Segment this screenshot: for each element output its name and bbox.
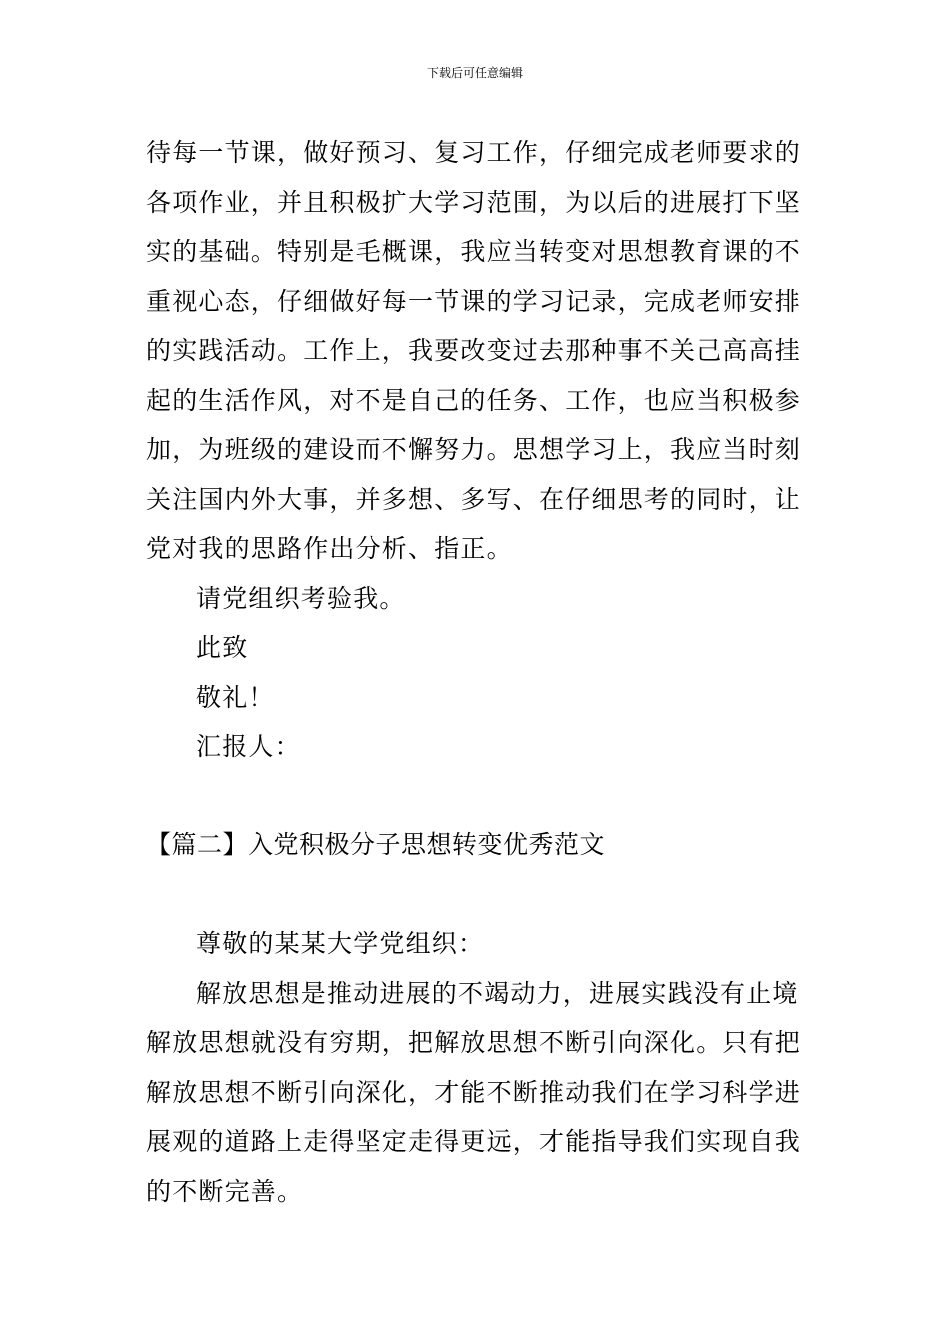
paragraph-line: 起的生活作风，对不是自己的任务、工作，也应当积极参 (146, 385, 802, 415)
paragraph-line: 解放思想就没有穷期，把解放思想不断引向深化。只有把 (146, 1028, 802, 1057)
paragraph-line: 的实践活动。工作上，我要改变过去那种事不关己高高挂 (146, 336, 802, 365)
paragraph-line: 重视心态，仔细做好每一节课的学习记录，完成老师安排 (146, 286, 802, 316)
paragraph-line: 的不断完善。 (146, 1176, 304, 1206)
salutation: 尊敬的某某大学党组织： (196, 929, 485, 958)
section-heading: 【篇二】入党积极分子思想转变优秀范文 (146, 829, 606, 859)
paragraph-line: 解放思想是推动进展的不竭动力，进展实践没有止境 (196, 978, 799, 1008)
paragraph-line: 解放思想不断引向深化，才能不断推动我们在学习科学进 (146, 1077, 802, 1107)
paragraph-line: 加，为班级的建设而不懈努力。思想学习上，我应当时刻 (146, 435, 802, 464)
paragraph-line: 党对我的思路作出分析、指正。 (146, 534, 513, 563)
closing-cizhi: 此致 (196, 633, 249, 662)
paragraph-line: 关注国内外大事，并多想、多写、在仔细思考的同时，让 (146, 484, 802, 514)
reporter-label: 汇报人： (196, 732, 301, 761)
document-body (146, 128, 816, 1216)
paragraph-line: 待每一节课，做好预习、复习工作，仔细完成老师要求的 (146, 138, 802, 167)
paragraph-line: 展观的道路上走得坚定走得更远，才能指导我们实现自我 (146, 1127, 802, 1156)
page-header: 下载后可任意编辑 (426, 66, 523, 80)
paragraph-line: 各项作业，并且积极扩大学习范围，为以后的进展打下坚 (146, 187, 802, 217)
paragraph-line: 实的基础。特别是毛概课，我应当转变对思想教育课的不 (146, 237, 802, 266)
closing-request: 请党组织考验我。 (196, 583, 406, 613)
closing-jingli: 敬礼！ (196, 682, 275, 712)
